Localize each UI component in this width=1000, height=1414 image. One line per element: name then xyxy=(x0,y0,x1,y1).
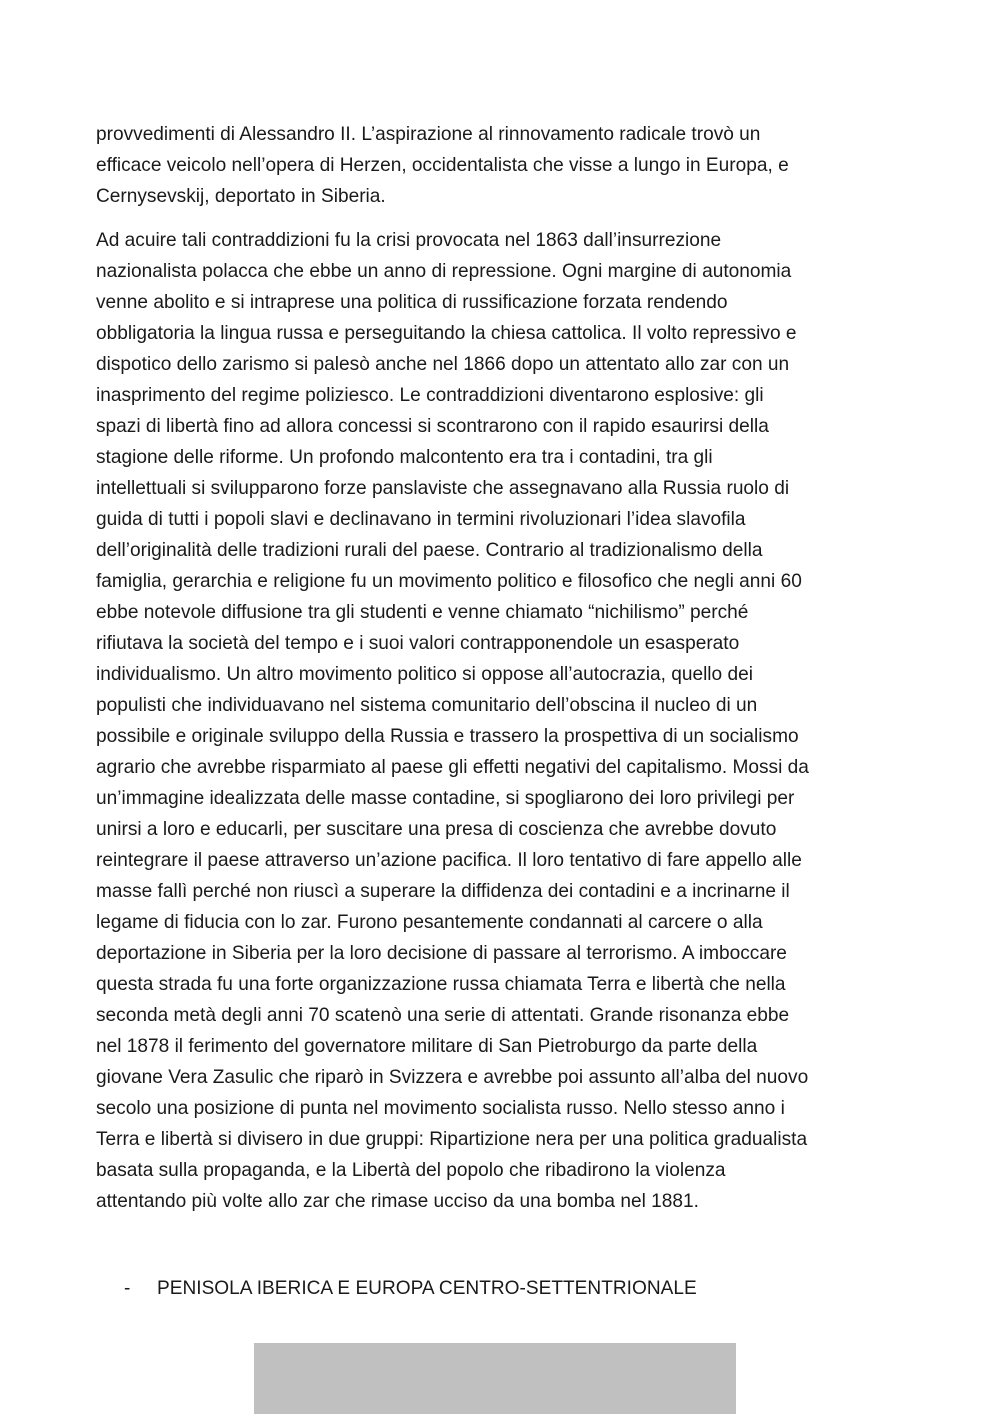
text-line: nazionalista polacca che ebbe un anno di repressione. Ogni margine di autonomia xyxy=(96,261,792,282)
figure-placeholder xyxy=(254,1343,736,1414)
text-line: guida di tutti i popoli slavi e declinavano in termini rivoluzionari l’idea slavofila xyxy=(96,509,746,530)
text-line: reintegrare il paese attraverso un’azione pacifica. Il loro tentativo di fare appello alle xyxy=(96,850,802,871)
text-line: questa strada fu una forte organizzazione russa chiamata Terra e libertà che nella xyxy=(96,974,786,995)
text-line: nel 1878 il ferimento del governatore militare di San Pietroburgo da parte della xyxy=(96,1036,758,1057)
text-line: efficace veicolo nell’opera di Herzen, occidentalista che visse a lungo in Europa, e xyxy=(96,155,789,176)
text-line: Terra e libertà si divisero in due gruppi: Ripartizione nera per una politica gradualista xyxy=(96,1129,808,1150)
text-line: unirsi a loro e educarli, per suscitare una presa di coscienza che avrebbe dovuto xyxy=(96,819,777,840)
text-line: un’immagine idealizzata delle masse contadine, si spogliarono dei loro privilegi per xyxy=(96,788,795,809)
text-line: populisti che individuavano nel sistema comunitario dell’obscina il nucleo di un xyxy=(96,695,758,716)
text-line: seconda metà degli anni 70 scatenò una serie di attentati. Grande risonanza ebbe xyxy=(96,1005,790,1026)
text-line: spazi di libertà fino ad allora concessi si scontrarono con il rapido esaurirsi della xyxy=(96,416,769,437)
text-line: intellettuali si svilupparono forze panslaviste che assegnavano alla Russia ruolo di xyxy=(96,478,790,499)
text-line: venne abolito e si intraprese una politica di russificazione forzata rendendo xyxy=(96,292,728,313)
paragraph-2 xyxy=(96,225,906,1217)
text-line: dispotico dello zarismo si palesò anche nel 1866 dopo un attentato allo zar con un xyxy=(96,354,790,375)
text-line: agrario che avrebbe risparmiato al paese gli effetti negativi del capitalismo. Mossi da xyxy=(96,757,809,778)
text-line: rifiutava la società del tempo e i suoi valori contrapponendole un esasperato xyxy=(96,633,740,654)
section-heading-text: PENISOLA IBERICA E EUROPA CENTRO-SETTENTRIONALE xyxy=(157,1278,697,1299)
text-line: inasprimento del regime poliziesco. Le contraddizioni diventarono esplosive: gli xyxy=(96,385,764,406)
text-line: attentando più volte allo zar che rimase ucciso da una bomba nel 1881. xyxy=(96,1191,699,1212)
text-line: basata sulla propaganda, e la Libertà del popolo che ribadirono la violenza xyxy=(96,1160,726,1181)
text-line: famiglia, gerarchia e religione fu un movimento politico e filosofico che negli anni 60 xyxy=(96,571,802,592)
text-line: individualismo. Un altro movimento politico si oppose all’autocrazia, quello dei xyxy=(96,664,753,685)
text-line: dell’originalità delle tradizioni rurali del paese. Contrario al tradizionalismo della xyxy=(96,540,763,561)
paragraph-1 xyxy=(96,119,906,212)
section-heading xyxy=(124,1273,697,1304)
text-line: provvedimenti di Alessandro II. L’aspirazione al rinnovamento radicale trovò un xyxy=(96,124,761,145)
text-line: masse fallì perché non riuscì a superare la diffidenza dei contadini e a incrinarne il xyxy=(96,881,790,902)
text-line: legame di fiducia con lo zar. Furono pesantemente condannati al carcere o alla xyxy=(96,912,763,933)
text-line: possibile e originale sviluppo della Russia e trassero la prospettiva di un socialismo xyxy=(96,726,799,747)
body-text xyxy=(96,119,906,1217)
text-line: ebbe notevole diffusione tra gli studenti e venne chiamato “nichilismo” perché xyxy=(96,602,749,623)
text-line: Ad acuire tali contraddizioni fu la crisi provocata nel 1863 dall’insurrezione xyxy=(96,230,722,251)
text-line: obbligatoria la lingua russa e perseguitando la chiesa cattolica. Il volto repressivo e xyxy=(96,323,797,344)
text-line: Cernysevskij, deportato in Siberia. xyxy=(96,186,386,207)
text-line: stagione delle riforme. Un profondo malcontento era tra i contadini, tra gli xyxy=(96,447,713,468)
text-line: deportazione in Siberia per la loro decisione di passare al terrorismo. A imboccare xyxy=(96,943,787,964)
text-line: secolo una posizione di punta nel movimento socialista russo. Nello stesso anno i xyxy=(96,1098,785,1119)
bullet-dash: - xyxy=(124,1278,131,1299)
text-line: giovane Vera Zasulic che riparò in Svizzera e avrebbe poi assunto all’alba del nuovo xyxy=(96,1067,809,1088)
